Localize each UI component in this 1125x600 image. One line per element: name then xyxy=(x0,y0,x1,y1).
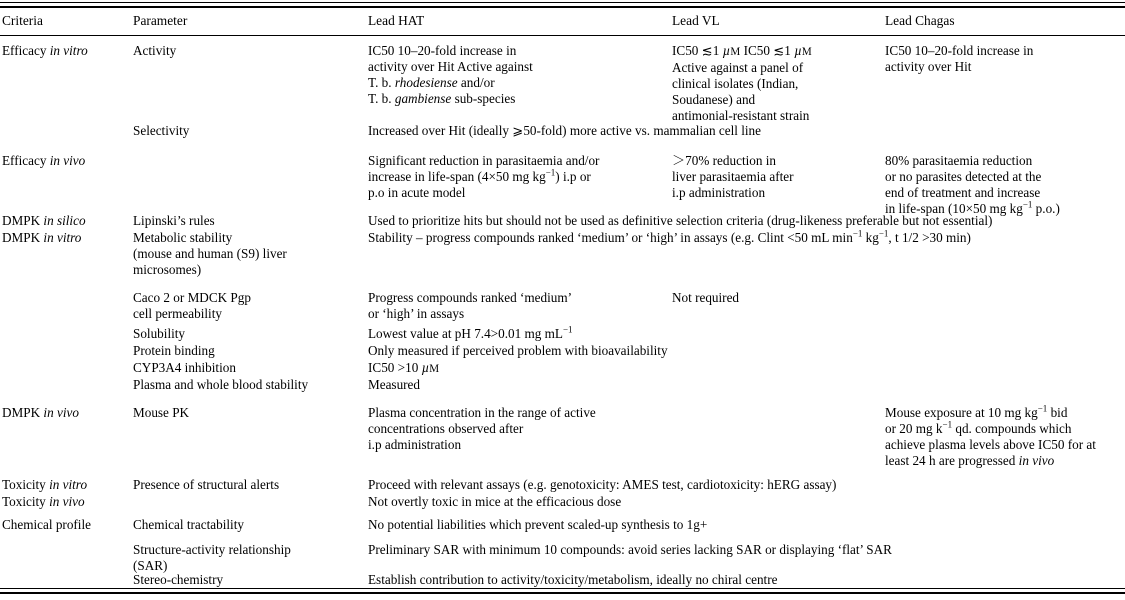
column-header-lead-hat: Lead HAT xyxy=(368,13,425,28)
cell-parameter: Caco 2 or MDCK Pgp cell permeability xyxy=(133,290,251,322)
cell-criteria: Toxicity in vitro xyxy=(2,477,88,492)
table-top-rule-outer xyxy=(0,2,1125,3)
column-header-criteria: Criteria xyxy=(2,13,43,28)
cell-criteria: Efficacy in vivo xyxy=(2,153,86,168)
cell-span-all-leads: Not overtly toxic in mice at the efficacious dose xyxy=(368,494,622,509)
table-header-rule xyxy=(0,35,1125,36)
cell-criteria: Efficacy in vitro xyxy=(2,43,88,58)
table-top-rule-inner xyxy=(0,6,1125,8)
cell-criteria: Chemical profile xyxy=(2,517,91,532)
cell-span-all-leads: Preliminary SAR with minimum 10 compounds: avoid series lacking SAR or displaying ‘flat’ SAR xyxy=(368,542,892,557)
cell-span-all-leads: IC50 >10 µM xyxy=(368,360,440,375)
cell-span-all-leads: Only measured if perceived problem with bioavailability xyxy=(368,343,668,358)
cell-lead-vl: IC50 ≲1 µM IC50 ≲1 µM Active against a panel of clinical isolates (Indian, Soudanese) and antimonial-resistant strain xyxy=(672,43,812,124)
cell-span-all-leads: Establish contribution to activity/toxicity/metabolism, ideally no chiral centre xyxy=(368,572,778,587)
cell-criteria: DMPK in vivo xyxy=(2,405,79,420)
cell-parameter: Structure-activity relationship (SAR) xyxy=(133,542,291,574)
cell-parameter: Protein binding xyxy=(133,343,215,358)
cell-span-all-leads: Lowest value at pH 7.4>0.01 mg $mL^{-1}$ xyxy=(368,324,573,341)
cell-parameter: Mouse PK xyxy=(133,405,190,420)
cell-lead-chagas: IC50 10–20-fold increase in activity over Hit xyxy=(885,43,1034,75)
cell-parameter: Metabolic stability (mouse and human (S9) liver microsomes) xyxy=(133,230,287,278)
column-header-parameter: Parameter xyxy=(133,13,188,28)
cell-parameter: CYP3A4 inhibition xyxy=(133,360,236,375)
cell-span-all-leads: No potential liabilities which prevent scaled-up synthesis to 1g+ xyxy=(368,517,708,532)
column-header-lead-vl: Lead VL xyxy=(672,13,720,28)
cell-parameter: Stereo-chemistry xyxy=(133,572,224,587)
cell-lead-chagas: 80% parasitaemia reduction or no parasites detected at the end of treatment and increase in life-span (10×50 mg $kg^{-1}$ p.o.) xyxy=(885,153,1060,217)
cell-criteria: Toxicity in vivo xyxy=(2,494,85,509)
cell-parameter: Plasma and whole blood stability xyxy=(133,377,309,392)
cell-lead-chagas: Mouse exposure at 10 mg $kg^{-1}$ bid or 20 mg $k^{-1}$ qd. compounds which achieve plasma levels above IC50 for at least 24 h are progressed in vivo xyxy=(885,403,1096,469)
cell-lead-vl: ＞70% reduction in liver parasitaemia after i.p administration xyxy=(672,153,794,201)
cell-span-all-leads: Measured xyxy=(368,377,420,392)
cell-parameter: Chemical tractability xyxy=(133,517,244,532)
cell-span-all-leads: Increased over Hit (ideally ⩾50-fold) more active vs. mammalian cell line xyxy=(368,123,761,138)
column-header-lead-chagas: Lead Chagas xyxy=(885,13,955,28)
cell-parameter: Presence of structural alerts xyxy=(133,477,280,492)
cell-lead-hat: Plasma concentration in the range of active concentrations observed after i.p administration xyxy=(368,405,596,453)
cell-parameter: Lipinski’s rules xyxy=(133,213,215,228)
cell-lead-vl: Not required xyxy=(672,290,740,305)
cell-lead-hat: Progress compounds ranked ‘medium’ or ‘high’ in assays xyxy=(368,290,573,322)
cell-parameter: Selectivity xyxy=(133,123,190,138)
cell-parameter: Solubility xyxy=(133,326,186,341)
cell-span-all-leads: Proceed with relevant assays (e.g. genotoxicity: AMES test, cardiotoxicity: hERG assay) xyxy=(368,477,837,492)
cell-span-all-leads: Stability – progress compounds ranked ‘medium’ or ‘high’ in assays (e.g. Clint <50 mL $\min^{-1} kg^{-1}$, t 1/2 >30 min) xyxy=(368,228,971,245)
cell-parameter: Activity xyxy=(133,43,177,58)
table-bottom-rule-outer xyxy=(0,592,1125,594)
cell-lead-hat: IC50 10–20-fold increase in activity over Hit Active against T. b. rhodesiense and/or T. b. gambiense sub-species xyxy=(368,43,533,107)
cell-span-all-leads: Used to prioritize hits but should not be used as definitive selection criteria (drug-likeness preferable but not essential) xyxy=(368,213,993,228)
cell-criteria: DMPK in vitro xyxy=(2,230,82,245)
cell-lead-hat: Significant reduction in parasitaemia and/or increase in life-span (4×50 mg $kg^{-1}$) i.p or p.o in acute model xyxy=(368,153,600,201)
table-bottom-rule-inner xyxy=(0,588,1125,589)
cell-criteria: DMPK in silico xyxy=(2,213,86,228)
